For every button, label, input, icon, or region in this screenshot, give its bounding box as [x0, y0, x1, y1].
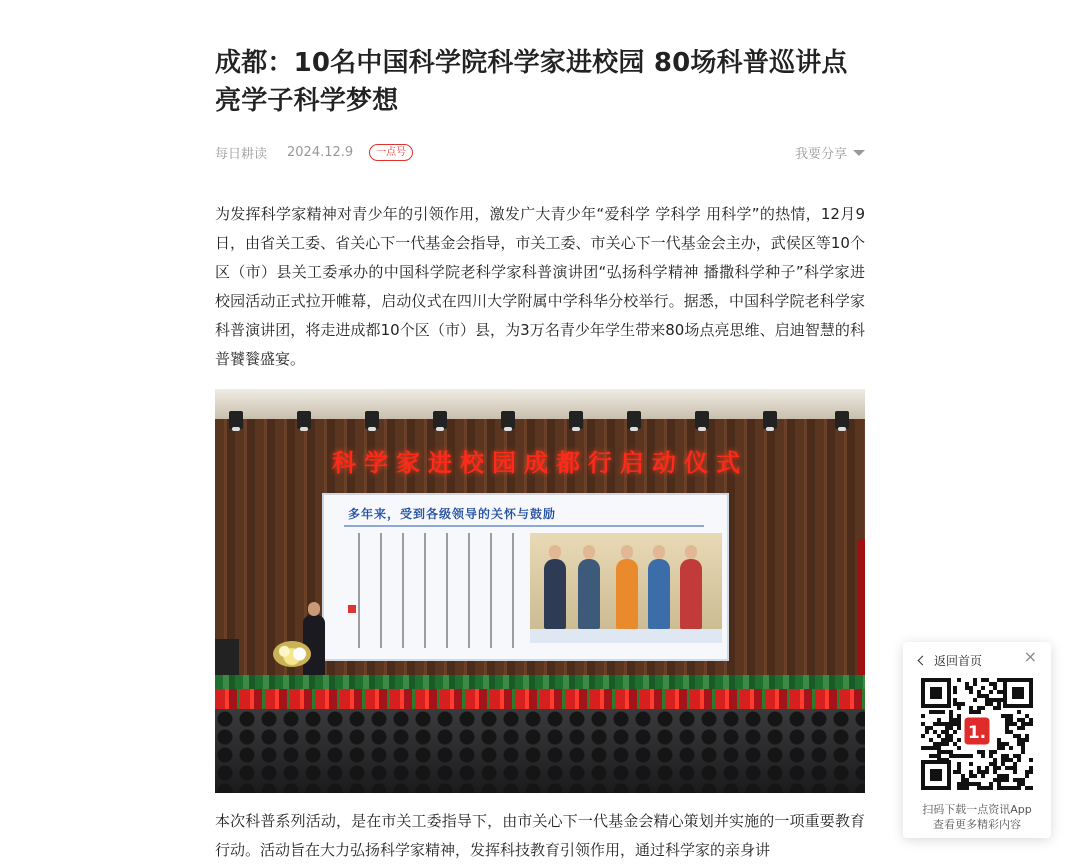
- article-title: 成都：10名中国科学院科学家进校园 80场科普巡讲点亮学子科学梦想: [215, 48, 848, 116]
- share-label: 我要分享: [794, 146, 847, 162]
- audience: [215, 709, 865, 793]
- back-home-label: 返回首页: [934, 654, 983, 668]
- article-meta: [215, 140, 865, 164]
- article-paragraph: 本次科普系列活动，是在市关工委指导下，由市关心下一代基金会精心策划并实施的一项重要教育行动。活动旨在大力弘扬科学家精神，发挥科技教育引领作用，通过科学家的亲身讲: [215, 812, 865, 859]
- calligraphy-image: [344, 533, 524, 648]
- projection-screen: [322, 493, 729, 661]
- svg-text:1.: 1.: [967, 723, 987, 743]
- flower-bouquet: [273, 641, 311, 667]
- screen-title: 多年来，受到各级领导的关怀与鼓励: [348, 507, 557, 521]
- article-source[interactable]: 每日耕读: [215, 146, 268, 162]
- chevron-left-icon: [918, 656, 928, 666]
- close-icon[interactable]: ×: [1023, 647, 1037, 666]
- share-button[interactable]: [795, 143, 865, 162]
- screen-group-photo: [530, 533, 722, 643]
- qr-code-image: [921, 678, 1033, 790]
- qr-caption-line2: 查看更多精彩内容: [933, 818, 1021, 831]
- article: [215, 44, 865, 865]
- stage-lights: [215, 411, 865, 441]
- chevron-down-icon: [853, 150, 865, 156]
- qr-download-popup: [903, 642, 1051, 838]
- article-paragraph: 为发挥科学家精神对青少年的引领作用，激发广大青少年“爱科学 学科学 用科学”的热情，12月9日，由省关工委、省关心下一代基金会指导，市关工委、市关心下一代基金会主办，武侯区等10个区（市）县关工委承办的中国科学院老科学家科普演讲团“弘扬科学精神 播撒科学种子”科学家进校园活动正式拉开帷幕，启动仪式在四川大学附属中学科华分校举行。据悉，中国科学院老科学家科普演讲团，将走进成都10个区（市）县，为3万名青少年学生带来80场点亮思维、启迪智慧的科普饕餮盛宴。: [215, 205, 865, 368]
- article-photo: [215, 389, 865, 793]
- led-banner: 科学家进校园成都行启动仪式: [332, 448, 748, 477]
- stage-flowers: [215, 689, 865, 711]
- qr-caption-line1: 扫码下载一点资讯App: [922, 803, 1032, 816]
- qr-caption: [903, 802, 1051, 832]
- back-home-button[interactable]: [919, 652, 982, 669]
- article-date: 2024.12.9: [287, 144, 354, 160]
- source-tag-badge: 一点号: [369, 144, 413, 161]
